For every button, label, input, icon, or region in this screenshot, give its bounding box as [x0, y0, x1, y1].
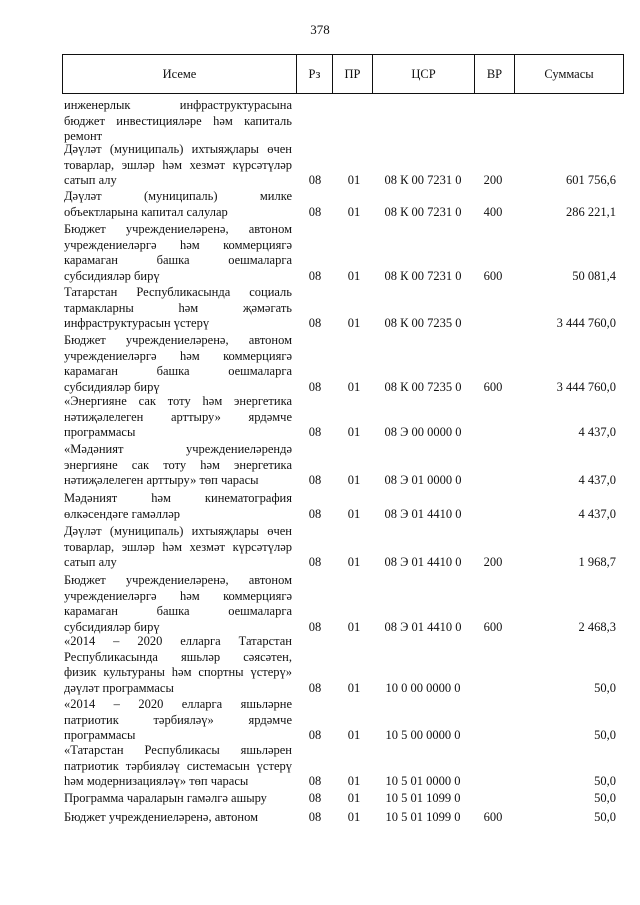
- cell-csr: 08 К 00 7231 0: [384, 173, 462, 187]
- cell-sum: 3 444 760,0: [556, 379, 616, 394]
- header-vr: ВР: [475, 55, 515, 93]
- row-name-line: карамаган башка оешмаларга: [64, 604, 292, 618]
- row-name-line: өлкәсендәге гамәлләр: [64, 506, 180, 521]
- row-name: [64, 189, 292, 220]
- cell-rz: 08: [308, 204, 322, 219]
- table-header: [62, 54, 624, 94]
- cell-rz: 08: [308, 680, 322, 695]
- row-name-line: субсидияләр бирү: [64, 379, 160, 394]
- row-name-line: субсидияләр бирү: [64, 619, 160, 634]
- cell-csr: 08 Э 01 0000 0: [384, 473, 462, 487]
- row-name: [64, 98, 292, 145]
- cell-pr: 01: [347, 680, 361, 695]
- row-name-line: Дәүләт (муниципаль) ихтыяҗлары өчен: [64, 142, 292, 156]
- row-name-line: Бюджет учреждениеләренә, автоном: [64, 810, 259, 824]
- cell-vr: 600: [483, 810, 503, 824]
- cell-rz: 08: [308, 810, 322, 824]
- cell-rz: 08: [308, 728, 322, 742]
- cell-csr: 10 0 00 0000 0: [385, 680, 461, 695]
- cell-sum: 50,0: [594, 680, 616, 695]
- cell-vr: 600: [483, 268, 503, 283]
- cell-pr: 01: [347, 728, 361, 742]
- row-name-line: сатып алу: [64, 173, 117, 187]
- cell-rz: 08: [308, 425, 322, 439]
- row-name-line: патриотик тәрбияләү системасын үстерү: [64, 758, 292, 773]
- row-name: [64, 743, 292, 790]
- row-name: [64, 810, 292, 826]
- cell-csr: 08 К 00 7235 0: [384, 316, 462, 330]
- cell-pr: 01: [347, 204, 361, 219]
- cell-pr: 01: [347, 506, 361, 521]
- row-name-line: Бюджет учреждениеләренә, автоном: [64, 573, 292, 587]
- cell-rz: 08: [308, 379, 322, 394]
- row-name: [64, 285, 292, 332]
- cell-csr: 08 К 00 7231 0: [384, 204, 462, 219]
- row-name: [64, 142, 292, 189]
- cell-csr: 08 Э 01 4410 0: [384, 555, 462, 569]
- row-name-line: энергияне сак тоту һәм энергетика: [64, 457, 292, 472]
- row-name-line: дәүләт программасы: [64, 680, 174, 695]
- cell-pr: 01: [347, 379, 361, 394]
- cell-pr: 01: [347, 425, 361, 439]
- header-name: Исеме: [63, 55, 297, 93]
- cell-csr: 08 Э 01 4410 0: [384, 619, 462, 634]
- row-name-line: программасы: [64, 728, 136, 742]
- cell-pr: 01: [347, 791, 361, 805]
- row-name-line: карамаган башка оешмаларга: [64, 364, 292, 378]
- cell-csr: 10 5 00 0000 0: [385, 728, 461, 742]
- cell-pr: 01: [347, 268, 361, 283]
- row-name-line: нәтиҗәлелеген арттыру» ярдәмче: [64, 409, 292, 424]
- row-name-line: учреждениеләргә һәм коммерциягә: [64, 237, 292, 252]
- header-pr: ПР: [333, 55, 373, 93]
- cell-vr: 200: [483, 555, 503, 569]
- row-name-line: товарлар, эшләр һәм хезмәт күрсәтүләр: [64, 157, 292, 172]
- row-name-line: «Энергияне сак тоту һәм энергетика: [64, 394, 292, 408]
- cell-pr: 01: [347, 473, 361, 487]
- header-csr: ЦСР: [373, 55, 475, 93]
- cell-sum: 50,0: [594, 728, 616, 742]
- cell-csr: 08 Э 01 4410 0: [384, 506, 462, 521]
- cell-sum: 286 221,1: [566, 204, 616, 219]
- row-name-line: программасы: [64, 425, 136, 439]
- row-name-line: Бюджет учреждениеләренә, автоном: [64, 333, 292, 347]
- cell-sum: 50,0: [594, 791, 616, 805]
- row-name: [64, 394, 292, 441]
- cell-sum: 4 437,0: [578, 506, 616, 521]
- row-name-line: инженерлык инфраструктурасына: [64, 98, 292, 112]
- row-name-line: карамаган башка оешмаларга: [64, 253, 292, 267]
- row-name: [64, 442, 292, 489]
- cell-rz: 08: [308, 506, 322, 521]
- row-name-line: Дәүләт (муниципаль) милке: [64, 189, 292, 203]
- row-name-line: Мәдәният һәм кинематография: [64, 491, 292, 505]
- cell-sum: 4 437,0: [578, 425, 616, 439]
- row-name: [64, 634, 292, 696]
- row-name: [64, 333, 292, 395]
- cell-csr: 08 К 00 7235 0: [384, 379, 462, 394]
- cell-vr: 600: [483, 379, 503, 394]
- cell-rz: 08: [308, 473, 322, 487]
- cell-pr: 01: [347, 555, 361, 569]
- row-name-line: объектларына капитал салулар: [64, 204, 228, 219]
- row-name-line: инфраструктурасын үстерү: [64, 316, 210, 330]
- row-name-line: «Татарстан Республикасы яшьләрен: [64, 743, 292, 757]
- row-name: [64, 524, 292, 571]
- row-name-line: Дәүләт (муниципаль) ихтыяҗлары өчен: [64, 524, 292, 538]
- row-name-line: Республикасында яшьләр сәясәтен,: [64, 649, 292, 664]
- row-name: [64, 573, 292, 635]
- row-name-line: һәм модернизацияләү» төп чарасы: [64, 774, 249, 788]
- cell-sum: 50 081,4: [572, 268, 616, 283]
- cell-sum: 1 968,7: [578, 555, 616, 569]
- row-name: [64, 697, 292, 744]
- cell-csr: 08 К 00 7231 0: [384, 268, 462, 283]
- cell-pr: 01: [347, 316, 361, 330]
- row-name-line: «2014 – 2020 елларга яшьләрне: [64, 697, 292, 711]
- cell-rz: 08: [308, 774, 322, 788]
- cell-csr: 10 5 01 1099 0: [385, 791, 461, 805]
- row-name-line: тармакларны һәм җәмәгать: [64, 300, 292, 315]
- row-name-line: патриотик тәрбияләү» ярдәмче: [64, 712, 292, 727]
- header-sum: Суммасы: [544, 66, 594, 81]
- row-name-line: Программа чараларын гамәлгә ашыру: [64, 791, 267, 805]
- row-name: [64, 491, 292, 522]
- cell-pr: 01: [347, 173, 361, 187]
- row-name-line: физик культураны һәм спортны үстерү»: [64, 665, 292, 679]
- cell-sum: 4 437,0: [578, 473, 616, 487]
- cell-pr: 01: [347, 810, 361, 824]
- cell-rz: 08: [308, 619, 322, 634]
- cell-rz: 08: [308, 316, 322, 330]
- row-name-line: Татарстан Республикасында социаль: [64, 285, 292, 299]
- row-name-line: товарлар, эшләр һәм хезмәт күрсәтүләр: [64, 539, 292, 554]
- cell-rz: 08: [308, 555, 322, 569]
- row-name: [64, 791, 292, 807]
- row-name-line: «2014 – 2020 елларга Татарстан: [64, 634, 292, 648]
- row-name-line: учреждениеләргә һәм коммерциягә: [64, 588, 292, 603]
- header-rz: Рз: [297, 55, 333, 93]
- cell-rz: 08: [308, 173, 322, 187]
- cell-vr: 400: [483, 204, 503, 219]
- cell-pr: 01: [347, 774, 361, 788]
- row-name: [64, 222, 292, 284]
- cell-csr: 08 Э 00 0000 0: [384, 425, 462, 439]
- row-name-line: Бюджет учреждениеләренә, автоном: [64, 222, 292, 236]
- row-name-line: «Мәдәният учреждениеләрендә: [64, 442, 292, 456]
- cell-csr: 10 5 01 0000 0: [385, 774, 461, 788]
- cell-sum: 3 444 760,0: [556, 316, 616, 330]
- cell-pr: 01: [347, 619, 361, 634]
- cell-rz: 08: [308, 791, 322, 805]
- cell-sum: 601 756,6: [566, 173, 616, 187]
- row-name-line: субсидияләр бирү: [64, 268, 160, 283]
- row-name-line: учреждениеләргә һәм коммерциягә: [64, 348, 292, 363]
- row-name-line: ремонт: [64, 129, 103, 143]
- page-number: 378: [310, 22, 330, 37]
- row-name-line: сатып алу: [64, 555, 117, 569]
- cell-rz: 08: [308, 268, 322, 283]
- cell-sum: 50,0: [594, 810, 616, 824]
- cell-vr: 200: [483, 173, 503, 187]
- cell-sum: 2 468,3: [578, 619, 616, 634]
- row-name-line: нәтиҗәлелеген арттыру» төп чарасы: [64, 473, 259, 487]
- row-name-line: бюджет инвестицияләре һәм капиталь: [64, 113, 292, 128]
- cell-csr: 10 5 01 1099 0: [385, 810, 461, 824]
- cell-sum: 50,0: [594, 774, 616, 788]
- cell-vr: 600: [483, 619, 503, 634]
